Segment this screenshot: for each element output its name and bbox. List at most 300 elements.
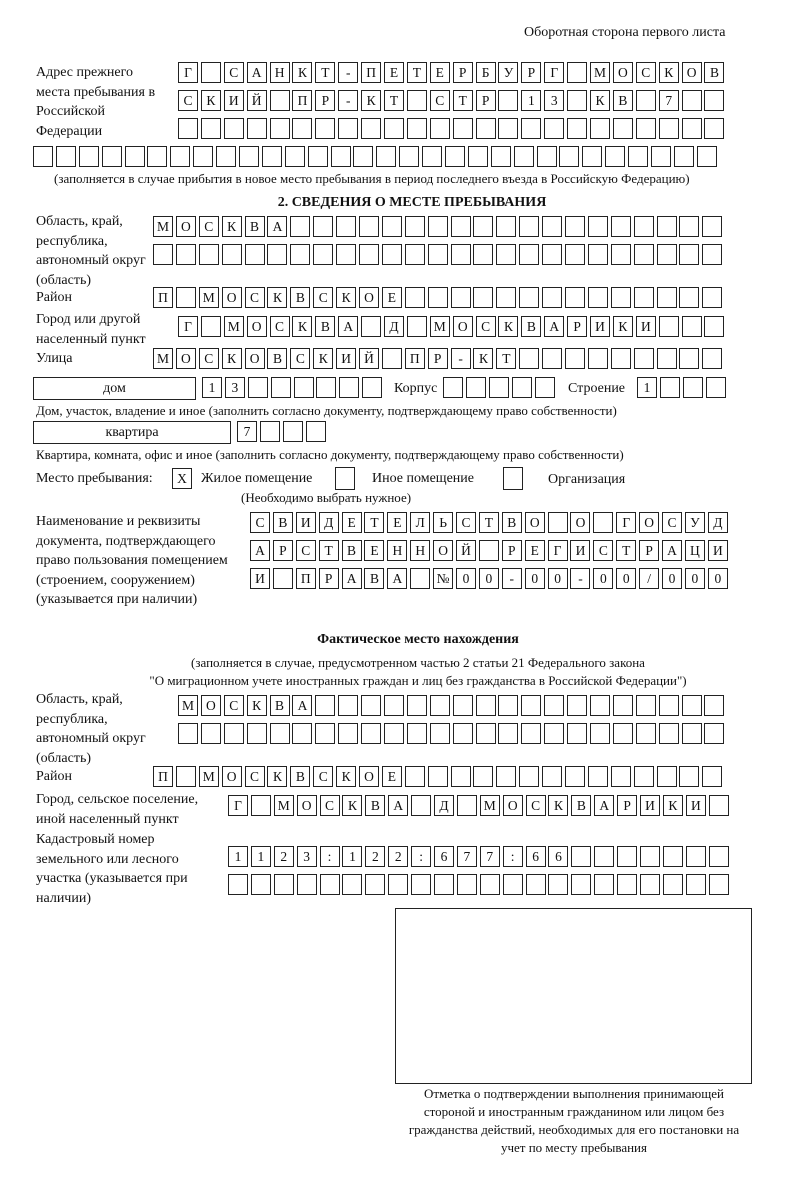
char-cell[interactable]: Т	[479, 512, 499, 533]
char-cell[interactable]	[339, 377, 359, 398]
char-cell[interactable]: О	[503, 795, 523, 816]
char-cell[interactable]: Л	[410, 512, 430, 533]
char-cell[interactable]: С	[476, 316, 496, 337]
char-cell[interactable]: А	[594, 795, 614, 816]
char-cell[interactable]	[679, 216, 699, 237]
char-cell[interactable]	[407, 316, 427, 337]
char-cell[interactable]	[336, 244, 356, 265]
char-cell[interactable]: К	[473, 348, 493, 369]
char-cell[interactable]	[407, 695, 427, 716]
char-cell[interactable]	[514, 146, 534, 167]
char-cell[interactable]	[382, 244, 402, 265]
char-cell[interactable]	[407, 723, 427, 744]
char-cell[interactable]	[526, 874, 546, 895]
char-cell[interactable]: С	[313, 766, 333, 787]
char-cell[interactable]: -	[338, 90, 358, 111]
char-cell[interactable]: 3	[544, 90, 564, 111]
char-cell[interactable]	[359, 244, 379, 265]
char-cell[interactable]	[634, 287, 654, 308]
char-cell[interactable]	[178, 118, 198, 139]
char-cell[interactable]	[224, 118, 244, 139]
char-cell[interactable]	[582, 146, 602, 167]
char-cell[interactable]	[634, 244, 654, 265]
char-cell[interactable]: В	[290, 287, 310, 308]
char-cell[interactable]: П	[292, 90, 312, 111]
char-cell[interactable]	[519, 244, 539, 265]
char-cell[interactable]	[491, 146, 511, 167]
char-cell[interactable]: У	[685, 512, 705, 533]
char-cell[interactable]	[359, 216, 379, 237]
char-cell[interactable]: Г	[544, 62, 564, 83]
char-cell[interactable]	[338, 695, 358, 716]
char-cell[interactable]: О	[682, 62, 702, 83]
char-cell[interactable]: К	[247, 695, 267, 716]
char-cell[interactable]	[588, 287, 608, 308]
char-cell[interactable]	[306, 421, 326, 442]
house-type-field[interactable]: дом	[33, 377, 196, 400]
char-cell[interactable]: Е	[342, 512, 362, 533]
char-cell[interactable]	[407, 118, 427, 139]
char-cell[interactable]	[590, 118, 610, 139]
char-cell[interactable]: Р	[453, 62, 473, 83]
char-cell[interactable]: 7	[457, 846, 477, 867]
char-cell[interactable]	[422, 146, 442, 167]
char-cell[interactable]	[308, 146, 328, 167]
char-cell[interactable]: М	[224, 316, 244, 337]
char-cell[interactable]: Р	[567, 316, 587, 337]
char-cell[interactable]: П	[153, 287, 173, 308]
char-cell[interactable]: 0	[593, 568, 613, 589]
char-cell[interactable]	[315, 723, 335, 744]
char-cell[interactable]: Г	[178, 316, 198, 337]
char-cell[interactable]	[709, 874, 729, 895]
char-cell[interactable]: М	[153, 348, 173, 369]
char-cell[interactable]: К	[222, 348, 242, 369]
char-cell[interactable]	[659, 723, 679, 744]
char-cell[interactable]: П	[296, 568, 316, 589]
char-cell[interactable]: В	[290, 766, 310, 787]
building-row[interactable]	[637, 377, 727, 400]
char-cell[interactable]: А	[544, 316, 564, 337]
char-cell[interactable]: О	[247, 316, 267, 337]
char-cell[interactable]: В	[245, 216, 265, 237]
char-cell[interactable]	[407, 90, 427, 111]
char-cell[interactable]	[457, 874, 477, 895]
char-cell[interactable]	[388, 874, 408, 895]
char-cell[interactable]	[640, 874, 660, 895]
char-cell[interactable]: А	[342, 568, 362, 589]
char-cell[interactable]	[702, 348, 722, 369]
char-cell[interactable]: С	[199, 216, 219, 237]
char-cell[interactable]: В	[364, 568, 384, 589]
char-cell[interactable]	[503, 874, 523, 895]
char-cell[interactable]: С	[270, 316, 290, 337]
char-cell[interactable]: О	[613, 62, 633, 83]
char-cell[interactable]	[382, 216, 402, 237]
char-cell[interactable]	[613, 118, 633, 139]
char-cell[interactable]: В	[273, 512, 293, 533]
char-cell[interactable]: М	[430, 316, 450, 337]
char-cell[interactable]: Р	[521, 62, 541, 83]
char-cell[interactable]: О	[639, 512, 659, 533]
char-cell[interactable]	[274, 874, 294, 895]
char-cell[interactable]: К	[659, 62, 679, 83]
char-cell[interactable]	[290, 244, 310, 265]
char-cell[interactable]	[659, 118, 679, 139]
char-cell[interactable]: Е	[384, 62, 404, 83]
char-cell[interactable]	[451, 287, 471, 308]
char-cell[interactable]: В	[613, 90, 633, 111]
char-cell[interactable]: 0	[456, 568, 476, 589]
char-cell[interactable]	[361, 723, 381, 744]
char-cell[interactable]	[451, 216, 471, 237]
char-cell[interactable]	[519, 216, 539, 237]
char-cell[interactable]: К	[613, 316, 633, 337]
char-cell[interactable]	[702, 244, 722, 265]
char-cell[interactable]	[617, 874, 637, 895]
char-cell[interactable]	[611, 287, 631, 308]
char-cell[interactable]	[56, 146, 76, 167]
char-cell[interactable]: :	[411, 846, 431, 867]
char-cell[interactable]	[320, 874, 340, 895]
char-cell[interactable]: Й	[359, 348, 379, 369]
char-cell[interactable]: В	[365, 795, 385, 816]
char-cell[interactable]	[428, 244, 448, 265]
char-cell[interactable]: А	[267, 216, 287, 237]
char-cell[interactable]	[565, 216, 585, 237]
char-cell[interactable]: П	[153, 766, 173, 787]
char-cell[interactable]	[384, 118, 404, 139]
char-cell[interactable]: С	[290, 348, 310, 369]
char-cell[interactable]	[216, 146, 236, 167]
char-cell[interactable]	[679, 348, 699, 369]
char-cell[interactable]	[679, 244, 699, 265]
cadastral-row-1[interactable]	[228, 846, 730, 869]
char-cell[interactable]: -	[570, 568, 590, 589]
char-cell[interactable]: Е	[364, 540, 384, 561]
char-cell[interactable]: М	[178, 695, 198, 716]
char-cell[interactable]: С	[526, 795, 546, 816]
char-cell[interactable]	[498, 723, 518, 744]
char-cell[interactable]: Б	[476, 62, 496, 83]
char-cell[interactable]: Н	[387, 540, 407, 561]
region-row-1[interactable]	[153, 216, 723, 239]
char-cell[interactable]: И	[640, 795, 660, 816]
char-cell[interactable]	[399, 146, 419, 167]
korpus-row[interactable]	[443, 377, 556, 400]
char-cell[interactable]	[468, 146, 488, 167]
char-cell[interactable]: Т	[496, 348, 516, 369]
char-cell[interactable]	[33, 146, 53, 167]
district-row[interactable]	[153, 287, 723, 310]
char-cell[interactable]	[290, 216, 310, 237]
char-cell[interactable]: П	[405, 348, 425, 369]
char-cell[interactable]: Г	[548, 540, 568, 561]
char-cell[interactable]	[489, 377, 509, 398]
char-cell[interactable]	[466, 377, 486, 398]
actual-district-row[interactable]	[153, 766, 723, 789]
char-cell[interactable]: О	[453, 316, 473, 337]
checkbox-residential[interactable]	[172, 468, 193, 491]
char-cell[interactable]	[270, 723, 290, 744]
char-cell[interactable]: И	[250, 568, 270, 589]
char-cell[interactable]	[201, 316, 221, 337]
char-cell[interactable]	[679, 766, 699, 787]
char-cell[interactable]: С	[224, 695, 244, 716]
char-cell[interactable]: Й	[247, 90, 267, 111]
char-cell[interactable]	[239, 146, 259, 167]
char-cell[interactable]: Р	[319, 568, 339, 589]
prev-address-row-3[interactable]	[178, 118, 725, 141]
char-cell[interactable]: С	[662, 512, 682, 533]
char-cell[interactable]: Й	[456, 540, 476, 561]
char-cell[interactable]: О	[570, 512, 590, 533]
char-cell[interactable]: О	[222, 287, 242, 308]
char-cell[interactable]	[548, 512, 568, 533]
char-cell[interactable]	[336, 216, 356, 237]
char-cell[interactable]	[453, 723, 473, 744]
char-cell[interactable]	[496, 216, 516, 237]
char-cell[interactable]	[617, 846, 637, 867]
flat-number-row[interactable]	[237, 421, 327, 444]
char-cell[interactable]	[663, 846, 683, 867]
char-cell[interactable]	[457, 795, 477, 816]
char-cell[interactable]	[248, 377, 268, 398]
char-cell[interactable]: С	[178, 90, 198, 111]
prev-address-row-4[interactable]	[33, 146, 718, 169]
char-cell[interactable]: В	[342, 540, 362, 561]
char-cell[interactable]: С	[199, 348, 219, 369]
char-cell[interactable]	[267, 244, 287, 265]
char-cell[interactable]: И	[708, 540, 728, 561]
char-cell[interactable]	[201, 62, 221, 83]
char-cell[interactable]	[594, 846, 614, 867]
char-cell[interactable]	[451, 244, 471, 265]
char-cell[interactable]: И	[686, 795, 706, 816]
char-cell[interactable]: И	[570, 540, 590, 561]
char-cell[interactable]: М	[590, 62, 610, 83]
doc-row-2[interactable]	[250, 540, 729, 563]
char-cell[interactable]	[702, 766, 722, 787]
char-cell[interactable]: О	[176, 216, 196, 237]
char-cell[interactable]: Т	[364, 512, 384, 533]
char-cell[interactable]	[611, 766, 631, 787]
char-cell[interactable]: К	[548, 795, 568, 816]
char-cell[interactable]: В	[315, 316, 335, 337]
char-cell[interactable]	[636, 90, 656, 111]
char-cell[interactable]: 6	[526, 846, 546, 867]
char-cell[interactable]	[709, 846, 729, 867]
char-cell[interactable]	[683, 377, 703, 398]
city-row[interactable]	[178, 316, 725, 339]
char-cell[interactable]	[479, 540, 499, 561]
char-cell[interactable]	[473, 244, 493, 265]
char-cell[interactable]	[331, 146, 351, 167]
char-cell[interactable]	[613, 695, 633, 716]
char-cell[interactable]: Т	[319, 540, 339, 561]
char-cell[interactable]	[361, 695, 381, 716]
char-cell[interactable]	[567, 90, 587, 111]
char-cell[interactable]	[657, 244, 677, 265]
char-cell[interactable]	[428, 287, 448, 308]
char-cell[interactable]	[565, 348, 585, 369]
char-cell[interactable]	[428, 766, 448, 787]
char-cell[interactable]	[405, 244, 425, 265]
char-cell[interactable]: А	[338, 316, 358, 337]
char-cell[interactable]	[686, 846, 706, 867]
char-cell[interactable]: 1	[342, 846, 362, 867]
char-cell[interactable]	[519, 348, 539, 369]
char-cell[interactable]: А	[247, 62, 267, 83]
char-cell[interactable]	[704, 118, 724, 139]
char-cell[interactable]	[590, 723, 610, 744]
char-cell[interactable]	[542, 287, 562, 308]
char-cell[interactable]	[567, 723, 587, 744]
char-cell[interactable]	[519, 287, 539, 308]
char-cell[interactable]: К	[663, 795, 683, 816]
char-cell[interactable]	[594, 874, 614, 895]
char-cell[interactable]	[512, 377, 532, 398]
char-cell[interactable]	[663, 874, 683, 895]
char-cell[interactable]: О	[201, 695, 221, 716]
char-cell[interactable]	[521, 118, 541, 139]
char-cell[interactable]: Р	[476, 90, 496, 111]
char-cell[interactable]	[382, 348, 402, 369]
char-cell[interactable]: К	[292, 62, 312, 83]
char-cell[interactable]	[430, 695, 450, 716]
char-cell[interactable]	[567, 695, 587, 716]
char-cell[interactable]	[453, 118, 473, 139]
char-cell[interactable]: К	[498, 316, 518, 337]
char-cell[interactable]	[706, 377, 726, 398]
char-cell[interactable]	[443, 377, 463, 398]
char-cell[interactable]: Р	[617, 795, 637, 816]
char-cell[interactable]	[588, 348, 608, 369]
char-cell[interactable]	[571, 846, 591, 867]
char-cell[interactable]	[704, 723, 724, 744]
char-cell[interactable]	[473, 287, 493, 308]
char-cell[interactable]	[292, 723, 312, 744]
char-cell[interactable]: И	[224, 90, 244, 111]
char-cell[interactable]: С	[245, 766, 265, 787]
char-cell[interactable]	[170, 146, 190, 167]
char-cell[interactable]: Ц	[685, 540, 705, 561]
char-cell[interactable]: В	[270, 695, 290, 716]
char-cell[interactable]	[498, 118, 518, 139]
char-cell[interactable]	[542, 766, 562, 787]
char-cell[interactable]: В	[502, 512, 522, 533]
char-cell[interactable]: №	[433, 568, 453, 589]
actual-region-row-2[interactable]	[178, 723, 725, 746]
char-cell[interactable]: 0	[548, 568, 568, 589]
char-cell[interactable]	[559, 146, 579, 167]
char-cell[interactable]	[657, 287, 677, 308]
char-cell[interactable]: Г	[616, 512, 636, 533]
char-cell[interactable]	[428, 216, 448, 237]
char-cell[interactable]: 2	[388, 846, 408, 867]
char-cell[interactable]: К	[222, 216, 242, 237]
char-cell[interactable]	[636, 723, 656, 744]
char-cell[interactable]	[611, 348, 631, 369]
char-cell[interactable]	[201, 723, 221, 744]
char-cell[interactable]	[247, 118, 267, 139]
char-cell[interactable]	[476, 723, 496, 744]
char-cell[interactable]	[521, 723, 541, 744]
char-cell[interactable]	[496, 244, 516, 265]
char-cell[interactable]	[542, 348, 562, 369]
char-cell[interactable]	[519, 766, 539, 787]
char-cell[interactable]	[260, 421, 280, 442]
char-cell[interactable]	[660, 377, 680, 398]
char-cell[interactable]	[262, 146, 282, 167]
char-cell[interactable]: Р	[273, 540, 293, 561]
char-cell[interactable]	[628, 146, 648, 167]
char-cell[interactable]	[634, 766, 654, 787]
char-cell[interactable]	[294, 377, 314, 398]
flat-type-field[interactable]: квартира	[33, 421, 231, 444]
char-cell[interactable]: К	[361, 90, 381, 111]
char-cell[interactable]: Р	[502, 540, 522, 561]
char-cell[interactable]: 6	[434, 846, 454, 867]
char-cell[interactable]: Ь	[433, 512, 453, 533]
char-cell[interactable]	[565, 244, 585, 265]
char-cell[interactable]	[702, 216, 722, 237]
char-cell[interactable]	[636, 695, 656, 716]
char-cell[interactable]: В	[704, 62, 724, 83]
char-cell[interactable]	[365, 874, 385, 895]
char-cell[interactable]: Г	[178, 62, 198, 83]
char-cell[interactable]: С	[456, 512, 476, 533]
char-cell[interactable]	[521, 695, 541, 716]
char-cell[interactable]: 6	[548, 846, 568, 867]
char-cell[interactable]: 0	[616, 568, 636, 589]
char-cell[interactable]	[411, 874, 431, 895]
char-cell[interactable]	[271, 377, 291, 398]
char-cell[interactable]	[544, 695, 564, 716]
char-cell[interactable]: А	[387, 568, 407, 589]
char-cell[interactable]	[704, 90, 724, 111]
char-cell[interactable]: И	[590, 316, 610, 337]
char-cell[interactable]	[405, 287, 425, 308]
char-cell[interactable]	[315, 118, 335, 139]
char-cell[interactable]	[682, 118, 702, 139]
char-cell[interactable]	[384, 695, 404, 716]
char-cell[interactable]: 2	[365, 846, 385, 867]
checkbox[interactable]: X	[172, 468, 192, 489]
char-cell[interactable]	[270, 90, 290, 111]
char-cell[interactable]: 3	[225, 377, 245, 398]
char-cell[interactable]	[613, 723, 633, 744]
char-cell[interactable]	[565, 766, 585, 787]
char-cell[interactable]	[228, 874, 248, 895]
char-cell[interactable]	[473, 766, 493, 787]
char-cell[interactable]	[430, 723, 450, 744]
char-cell[interactable]	[453, 695, 473, 716]
char-cell[interactable]: А	[662, 540, 682, 561]
char-cell[interactable]: К	[590, 90, 610, 111]
char-cell[interactable]: /	[639, 568, 659, 589]
char-cell[interactable]	[542, 216, 562, 237]
char-cell[interactable]: 1	[202, 377, 222, 398]
char-cell[interactable]: 1	[521, 90, 541, 111]
char-cell[interactable]	[588, 216, 608, 237]
char-cell[interactable]	[315, 695, 335, 716]
char-cell[interactable]	[686, 874, 706, 895]
doc-row-1[interactable]	[250, 512, 729, 535]
char-cell[interactable]	[201, 118, 221, 139]
char-cell[interactable]	[682, 316, 702, 337]
char-cell[interactable]	[657, 348, 677, 369]
